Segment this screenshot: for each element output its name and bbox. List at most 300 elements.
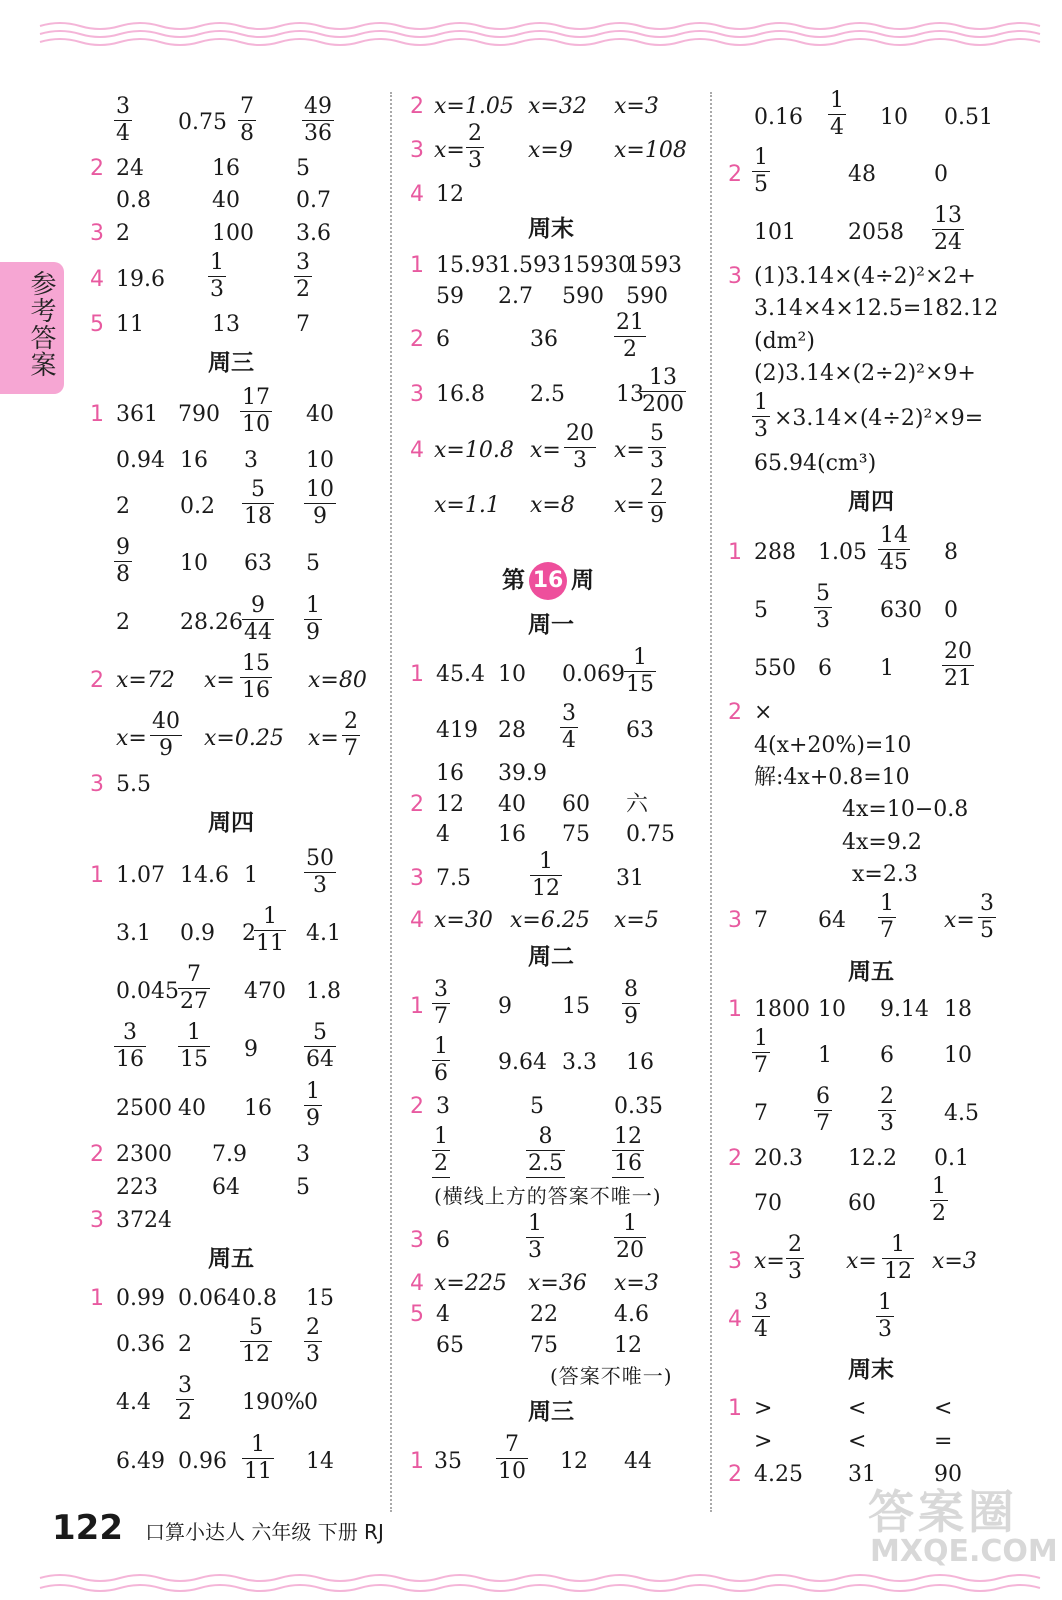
section-heading: 周四: [208, 810, 254, 836]
answer: <: [934, 1396, 953, 1421]
question-number: 3: [90, 772, 104, 797]
answer: 0: [304, 1390, 318, 1415]
question-number: 3: [728, 1249, 742, 1274]
answer: 2.7: [498, 284, 533, 309]
fraction: 3 5: [980, 891, 994, 943]
page-number: 122: [52, 1508, 123, 1548]
fraction: 5 64: [306, 1020, 334, 1072]
answer: 75: [530, 1333, 558, 1358]
question-number: 1: [728, 540, 742, 565]
fraction: 1 7: [754, 1026, 768, 1078]
question-number: 4: [410, 438, 424, 463]
answer: 5: [296, 1175, 310, 1200]
answer: 16: [212, 156, 240, 181]
answer: 65: [436, 1333, 464, 1358]
fraction: 1 3: [878, 1290, 892, 1342]
section-heading: 周五: [848, 959, 894, 985]
fraction: 3 2: [296, 250, 310, 302]
fraction: 9 44: [244, 593, 272, 645]
answer: 13: [616, 382, 644, 407]
answer: 75: [562, 822, 590, 847]
fraction: 1 4: [830, 88, 844, 140]
answer: 9.64: [498, 1050, 547, 1075]
answer: 6: [818, 656, 832, 681]
answer: x=1.05: [434, 94, 514, 119]
question-number: 4: [728, 1307, 742, 1332]
column-divider: [710, 92, 712, 1512]
fraction: 7 27: [180, 962, 208, 1014]
fraction: 50 3: [306, 846, 334, 898]
answer: 4.4: [116, 1390, 151, 1415]
answer: 40: [212, 188, 240, 213]
note: (答案不唯一): [550, 1364, 673, 1388]
question-number: 3: [410, 866, 424, 891]
answer: 190%: [242, 1390, 305, 1415]
solution-line: (1)3.14×(4÷2)²×2+: [754, 264, 976, 289]
answer: 7.5: [436, 866, 471, 891]
answer: 7: [754, 908, 768, 933]
fraction: 6 7: [816, 1084, 830, 1136]
answer: 2: [116, 610, 130, 635]
note: (横线上方的答案不唯一): [434, 1184, 662, 1208]
solution-line: (2)3.14×(2÷2)²×9+: [754, 361, 976, 386]
answer: 45.4: [436, 662, 485, 687]
answer: 64: [818, 908, 846, 933]
answer: 13: [212, 312, 240, 337]
answer: 7: [296, 312, 310, 337]
answer: 10: [180, 551, 208, 576]
answer: 5.5: [116, 772, 151, 797]
fraction: 3 4: [754, 1290, 768, 1342]
question-number: 2: [90, 1142, 104, 1167]
answer: 2: [242, 921, 256, 946]
answer: 0.069: [562, 662, 625, 687]
fraction: 5 3: [816, 581, 830, 633]
answer: 2300: [116, 1142, 172, 1167]
answer: 9.14: [880, 997, 929, 1022]
answer: x=3: [614, 1271, 659, 1296]
answer: 60: [848, 1191, 876, 1216]
question-number: 1: [728, 1396, 742, 1421]
question-number: 1: [728, 997, 742, 1022]
answer: 590: [626, 284, 668, 309]
fraction: 1 15: [180, 1020, 208, 1072]
answer: x=3: [614, 94, 659, 119]
page-footer: [52, 1508, 384, 1548]
answer: 5: [306, 551, 320, 576]
answer: 9: [244, 1037, 258, 1062]
answer: 1: [818, 1043, 832, 1068]
answer: x=225: [434, 1271, 507, 1296]
fraction: 5 3: [650, 421, 664, 473]
answer: 11: [116, 312, 144, 337]
solution-line: 65.94(cm³): [754, 451, 877, 476]
answer: 22: [530, 1302, 558, 1327]
answer: 28: [498, 718, 526, 743]
answer: x=30: [434, 908, 493, 933]
answer: >: [754, 1396, 773, 1421]
question-number: 4: [410, 908, 424, 933]
answer: 60: [562, 792, 590, 817]
section-heading: 周四: [848, 489, 894, 515]
answer: 39.9: [498, 761, 547, 786]
answer: 59: [436, 284, 464, 309]
question-number: 1: [90, 1286, 104, 1311]
answer: 10: [818, 997, 846, 1022]
answer: x=: [614, 493, 645, 518]
question-number: 5: [410, 1302, 424, 1327]
fraction: 2 3: [880, 1084, 894, 1136]
answer: x=1.1: [434, 493, 500, 518]
answer: x=: [116, 726, 147, 751]
question-number: 2: [728, 1462, 742, 1487]
question-number: 2: [410, 327, 424, 352]
question-number: 1: [90, 863, 104, 888]
fraction: 1 5: [754, 145, 768, 197]
answer: 2500: [116, 1096, 172, 1121]
fraction: 9 8: [116, 535, 130, 587]
answer: 0: [944, 598, 958, 623]
answer: 14: [306, 1449, 334, 1474]
answer: 15: [562, 994, 590, 1019]
fraction: 1 20: [616, 1211, 644, 1263]
fraction: 1 2: [434, 1124, 448, 1176]
section-heading: 周五: [208, 1246, 254, 1272]
answer: x=: [434, 138, 465, 163]
fraction: 13 24: [934, 203, 962, 255]
answer: x=32: [528, 94, 587, 119]
fraction: 2 3: [468, 121, 482, 173]
answer: 1.593: [498, 253, 561, 278]
answer: 16: [626, 1050, 654, 1075]
fraction: 40 9: [152, 709, 180, 761]
question-number: 2: [728, 162, 742, 187]
answer: 0.8: [116, 188, 151, 213]
fraction: 3 16: [116, 1020, 144, 1072]
answer: 5: [296, 156, 310, 181]
answer: x=0.25: [204, 726, 284, 751]
answer: 16: [498, 822, 526, 847]
answer: x=: [614, 438, 645, 463]
fraction: 3 4: [562, 701, 576, 753]
answer: 10: [944, 1043, 972, 1068]
answer: 3.3: [562, 1050, 597, 1075]
answer: 0.1: [934, 1146, 969, 1171]
question-number: 4: [410, 182, 424, 207]
solution-line: (dm²): [754, 329, 815, 354]
fraction: 1 11: [244, 1432, 272, 1484]
fraction: 7 8: [240, 94, 254, 146]
question-number: 3: [728, 264, 742, 289]
question-number: 2: [90, 156, 104, 181]
answer: 24: [116, 156, 144, 181]
answer: 12: [436, 792, 464, 817]
answer: 31: [616, 866, 644, 891]
watermark-logo: [868, 1476, 1058, 1576]
solution-line: 4x=10−0.8: [842, 797, 969, 822]
fraction: 21 2: [616, 310, 644, 362]
answer: x=: [754, 1249, 785, 1274]
answer: 6.49: [116, 1449, 165, 1474]
answer: x=: [944, 908, 975, 933]
answer: 12: [436, 182, 464, 207]
answer: 4.1: [306, 921, 341, 946]
section-tab-label: 参考答案: [26, 270, 56, 378]
answer: 6: [436, 1228, 450, 1253]
answer: 630: [880, 598, 922, 623]
answer: 14.6: [180, 863, 229, 888]
answer: 100: [212, 221, 254, 246]
answer: 0.064: [178, 1286, 241, 1311]
answer: 0.36: [116, 1332, 165, 1357]
fraction: 1 9: [306, 1079, 320, 1131]
watermark-url: MXQE.COM: [870, 1534, 1058, 1569]
fraction: 5 18: [244, 477, 272, 529]
answer: x=108: [614, 138, 687, 163]
answer: 0.7: [296, 188, 331, 213]
column-divider: [390, 92, 392, 1512]
fraction: 1 15: [626, 645, 654, 697]
fraction: 2 7: [344, 709, 358, 761]
answer: 0: [934, 162, 948, 187]
answer: 4: [436, 1302, 450, 1327]
section-heading: 周末: [528, 216, 574, 242]
fraction: 3 7: [434, 977, 448, 1029]
book-title: 口算小达人 六年级 下册 RJ: [144, 1520, 384, 1544]
question-number: 1: [410, 994, 424, 1019]
fraction: 1 7: [880, 891, 894, 943]
fraction: 2 3: [306, 1315, 320, 1367]
answer: 0.35: [614, 1094, 663, 1119]
question-number: 2: [410, 94, 424, 119]
question-number: 1: [410, 253, 424, 278]
answer: 18: [944, 997, 972, 1022]
solution-line: ×3.14×(4÷2)²×9=: [774, 406, 984, 431]
question-number: 4: [410, 1271, 424, 1296]
answer: 15: [306, 1286, 334, 1311]
top-wave-decoration: [0, 12, 1062, 52]
answer: 0.8: [242, 1286, 277, 1311]
question-number: 2: [410, 1094, 424, 1119]
section-tab: [0, 262, 64, 394]
bottom-wave-decoration: [0, 1566, 1062, 1600]
fraction: 13 200: [642, 365, 684, 417]
answer: 10: [880, 105, 908, 130]
answer: 70: [754, 1191, 782, 1216]
answer: 2: [116, 221, 130, 246]
question-number: 3: [410, 138, 424, 163]
fraction: 7 10: [498, 1432, 526, 1484]
fraction: 8 9: [624, 977, 638, 1029]
week-heading: 第 16 周: [502, 562, 594, 600]
answer: 0.96: [178, 1449, 227, 1474]
answer: x=9: [528, 138, 573, 163]
answer: 90: [934, 1462, 962, 1487]
answer: 六: [626, 792, 649, 817]
fraction: 10 9: [306, 477, 334, 529]
answer: 1.05: [818, 540, 867, 565]
answer: 2.5: [530, 382, 565, 407]
answer: 63: [244, 551, 272, 576]
fraction: 2 9: [650, 476, 664, 528]
answer: 419: [436, 718, 478, 743]
answer: 1.8: [306, 979, 341, 1004]
fraction: 20 21: [944, 639, 972, 691]
answer: 4.6: [614, 1302, 649, 1327]
answer: 12: [614, 1333, 642, 1358]
answer: 16: [436, 761, 464, 786]
answer: x=: [530, 438, 561, 463]
answer: x=: [846, 1249, 877, 1274]
answer: 4.25: [754, 1462, 803, 1487]
fraction: 3 4: [116, 94, 130, 146]
answer: 3: [244, 448, 258, 473]
answer: 5: [754, 598, 768, 623]
solution-line: 3.14×4×12.5=182.12: [754, 296, 999, 321]
question-number: 2: [728, 1146, 742, 1171]
fraction: 17 10: [242, 385, 270, 437]
question-number: 3: [90, 1208, 104, 1233]
question-number: 3: [728, 908, 742, 933]
answer: 1: [880, 656, 894, 681]
question-number: 4: [90, 267, 104, 292]
answer: 16.8: [436, 382, 485, 407]
answer: 361: [116, 402, 158, 427]
fraction: 1 6: [434, 1034, 448, 1086]
answer: 48: [848, 162, 876, 187]
answer: 36: [530, 327, 558, 352]
question-number: 3: [90, 221, 104, 246]
answer: ×: [754, 700, 773, 725]
answer: 0.99: [116, 1286, 165, 1311]
answer: 10: [498, 662, 526, 687]
answer: 6: [436, 327, 450, 352]
week-number-badge: 16: [529, 562, 567, 600]
answer: x=: [204, 668, 235, 693]
solution-line: 4(x+20%)=10: [754, 733, 912, 758]
answer: 0.51: [944, 105, 993, 130]
answer: x=6.25: [510, 908, 590, 933]
answer: 3.1: [116, 921, 151, 946]
solution-line: 解:4x+0.8=10: [754, 765, 910, 790]
fraction: 20 3: [566, 421, 594, 473]
fraction: 1 2: [932, 1174, 946, 1226]
answer: 101: [754, 220, 796, 245]
answer: 12.2: [848, 1146, 897, 1171]
solution-line: x=2.3: [852, 862, 918, 887]
answer: x=3: [932, 1249, 977, 1274]
answer: x=80: [308, 668, 367, 693]
question-number: 1: [410, 1449, 424, 1474]
answer: x=72: [116, 668, 175, 693]
question-number: 5: [90, 312, 104, 337]
solution-line: 4x=9.2: [842, 830, 922, 855]
answer: 16: [180, 448, 208, 473]
answer: 790: [178, 402, 220, 427]
answer: 7.9: [212, 1142, 247, 1167]
answer: 3.6: [296, 221, 331, 246]
answer: 3: [296, 1142, 310, 1167]
answer: 0.16: [754, 105, 803, 130]
answer: 31: [848, 1462, 876, 1487]
fraction: 1 3: [528, 1211, 542, 1263]
answer: 4: [436, 822, 450, 847]
answer: 40: [498, 792, 526, 817]
answer: 44: [624, 1449, 652, 1474]
answer: 0.75: [178, 110, 227, 135]
answer: 9: [498, 994, 512, 1019]
question-number: 2: [90, 668, 104, 693]
answer: 3: [436, 1094, 450, 1119]
answer: 590: [562, 284, 604, 309]
answer: 5: [530, 1094, 544, 1119]
answer: 40: [306, 402, 334, 427]
answer: 223: [116, 1175, 158, 1200]
fraction: 14 45: [880, 523, 908, 575]
fraction: 1 9: [306, 593, 320, 645]
answer: 19.6: [116, 267, 165, 292]
answer: 6: [880, 1043, 894, 1068]
fraction: 15 16: [242, 651, 270, 703]
answer: 2: [178, 1332, 192, 1357]
answer: 4.5: [944, 1101, 979, 1126]
answer: 64: [212, 1175, 240, 1200]
question-number: 1: [90, 402, 104, 427]
answer: 28.26: [180, 610, 243, 635]
fraction: 49 36: [304, 94, 332, 146]
answer: x=8: [530, 493, 575, 518]
answer: 15930: [562, 253, 632, 278]
fraction: 2 3: [788, 1232, 802, 1284]
answer: 7: [754, 1101, 768, 1126]
answer: 0.9: [180, 921, 215, 946]
fraction: 1 3: [754, 390, 768, 442]
answer: x=: [308, 726, 339, 751]
answer: 15.93: [436, 253, 499, 278]
section-heading: 周一: [528, 612, 574, 638]
answer: 0.94: [116, 448, 165, 473]
answer: 550: [754, 656, 796, 681]
question-number: 3: [410, 1228, 424, 1253]
answer: 0.2: [180, 494, 215, 519]
answer: 1800: [754, 997, 810, 1022]
fraction: 1 12: [532, 849, 560, 901]
watermark-text: 答案圈: [868, 1485, 1018, 1539]
answer: <: [848, 1396, 867, 1421]
answer: x=36: [528, 1271, 587, 1296]
answer: 16: [244, 1096, 272, 1121]
answer: 12: [560, 1449, 588, 1474]
question-number: 2: [728, 700, 742, 725]
answer: 0.75: [626, 822, 675, 847]
answer: 40: [178, 1096, 206, 1121]
fraction: 5 12: [242, 1315, 270, 1367]
answer: >: [754, 1429, 773, 1454]
section-heading: 周三: [528, 1399, 574, 1425]
answer: 35: [434, 1449, 462, 1474]
fraction: 1 11: [256, 904, 284, 956]
fraction: 1 3: [210, 250, 224, 302]
answer: <: [848, 1429, 867, 1454]
answer: 63: [626, 718, 654, 743]
answer: =: [934, 1429, 953, 1454]
answer: 1.07: [116, 863, 165, 888]
answer: 8: [944, 540, 958, 565]
answer: 0.045: [116, 979, 179, 1004]
question-number: 2: [410, 792, 424, 817]
answer: 1593: [626, 253, 682, 278]
answer: 20.3: [754, 1146, 803, 1171]
